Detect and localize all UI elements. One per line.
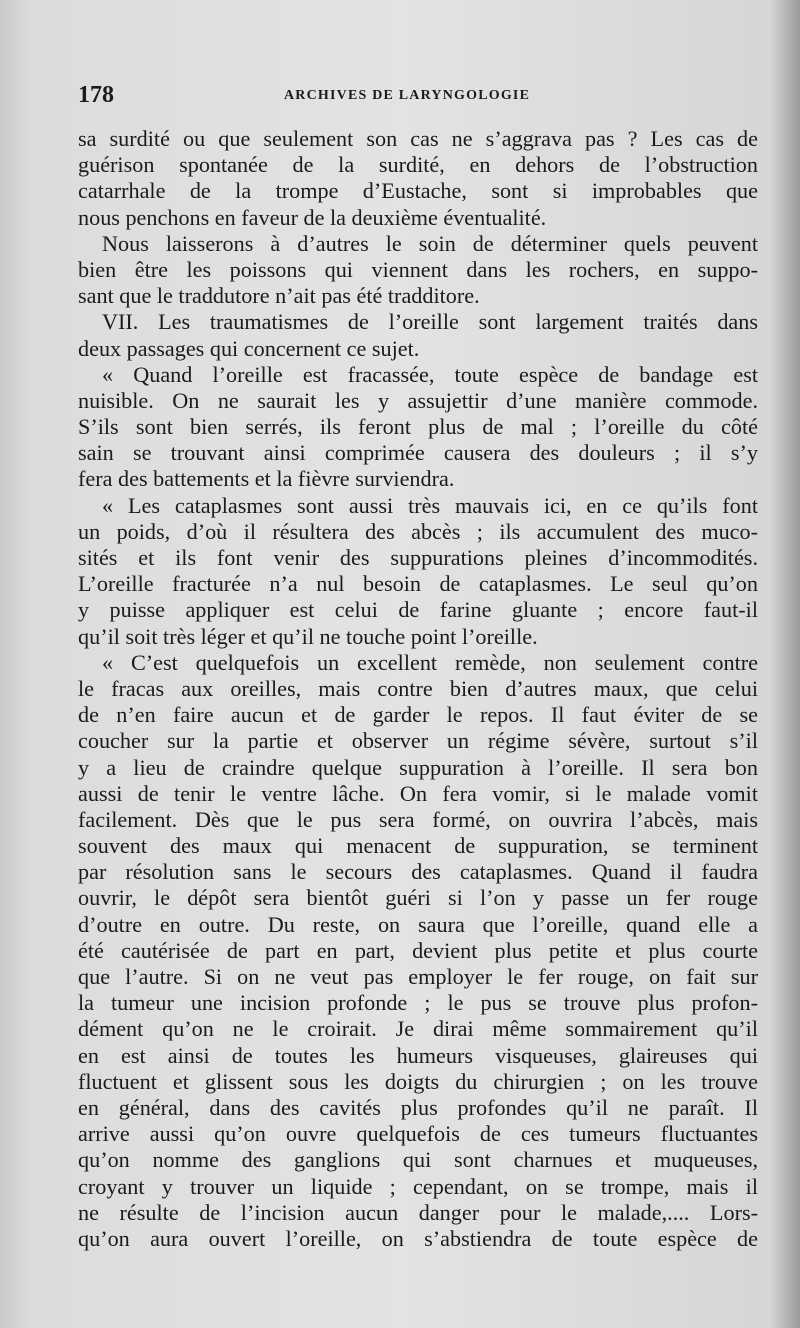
- text-line: un poids, d’où il résultera des abcès ; ils accumulent des muco-: [78, 518, 758, 544]
- text-line: « C’est quelquefois un excellent remède, non seulement contre: [102, 649, 758, 675]
- text-line: catarrhale de la trompe d’Eustache, sont si improbables que: [78, 178, 758, 204]
- body-text: [78, 126, 758, 1252]
- text-line: qu’il soit très léger et qu’il ne touche point l’oreille.: [78, 623, 538, 649]
- text-line: aussi de tenir le ventre lâche. On fera vomir, si le malade vomit: [78, 780, 758, 806]
- text-line: sain se trouvant ainsi comprimée causera des douleurs ; il s’y: [78, 440, 758, 466]
- text-line: coucher sur la partie et observer un régime sévère, surtout s’il: [78, 728, 758, 754]
- text-line: sités et ils font venir des suppurations pleines d’incommodités.: [78, 545, 758, 570]
- text-line: sa surdité ou que seulement son cas ne s’aggrava pas ? Les cas de: [78, 126, 758, 151]
- text-line: dément qu’on ne le croirait. Je dirai même sommairement qu’il: [78, 1016, 758, 1042]
- text-line: ouvrir, le dépôt sera bientôt guéri si l’on y passe un fer rouge: [78, 885, 758, 911]
- text-line: croyant y trouver un liquide ; cependant, on se trompe, mais il: [78, 1173, 758, 1199]
- text-line: en général, dans des cavités plus profondes qu’il ne paraît. Il: [78, 1094, 758, 1120]
- text-line: le fracas aux oreilles, mais contre bien d’autres maux, que celui: [78, 675, 758, 701]
- text-line: qu’on aura ouvert l’oreille, on s’abstiendra de toute espèce de: [78, 1225, 758, 1251]
- text-line: deux passages qui concernent ce sujet.: [78, 335, 420, 361]
- text-line: en est ainsi de toutes les humeurs visqueuses, glaireuses qui: [78, 1042, 758, 1068]
- text-line: par résolution sans le secours des cataplasmes. Quand il faudra: [78, 859, 758, 885]
- text-line: bien être les poissons qui viennent dans les rochers, en suppo-: [78, 256, 758, 282]
- text-line: souvent des maux qui menacent de suppuration, se terminent: [78, 833, 758, 859]
- text-line: « Quand l’oreille est fracassée, toute espèce de bandage est: [102, 361, 758, 387]
- text-line: nuisible. On ne saurait les y assujettir d’une manière commode.: [78, 387, 758, 413]
- page-header: [78, 82, 760, 116]
- text-line: Nous laisserons à d’autres le soin de déterminer quels peuvent: [102, 230, 758, 256]
- text-line: L’oreille fracturée n’a nul besoin de cataplasmes. Le seul qu’on: [78, 571, 758, 597]
- text-line: sant que le traddutore n’ait pas été tradditore.: [78, 283, 480, 309]
- text-line: d’outre en outre. Du reste, on saura que l’oreille, quand elle a: [78, 911, 758, 937]
- text-line: arrive aussi qu’on ouvre quelquefois de ces tumeurs fluctuantes: [78, 1121, 758, 1147]
- text-line: ne résulte de l’incision aucun danger pour le malade,.... Lors-: [78, 1199, 758, 1225]
- text-line: facilement. Dès que le pus sera formé, on ouvrira l’abcès, mais: [78, 806, 758, 832]
- text-line: S’ils sont bien serrés, ils feront plus de mal ; l’oreille du côté: [78, 414, 758, 440]
- text-line: de n’en faire aucun et de garder le repos. Il faut éviter de se: [78, 702, 758, 728]
- text-line: qu’on nomme des ganglions qui sont charnues et muqueuses,: [78, 1147, 758, 1173]
- text-line: la tumeur une incision profonde ; le pus se trouve plus profon-: [78, 990, 758, 1016]
- text-line: « Les cataplasmes sont aussi très mauvais ici, en ce qu’ils font: [102, 492, 758, 518]
- text-line: fluctuent et glissent sous les doigts du chirurgien ; on les trouve: [78, 1068, 758, 1094]
- text-line: que l’autre. Si on ne veut pas employer le fer rouge, on fait sur: [78, 964, 758, 989]
- running-title: ARCHIVES DE LARYNGOLOGIE: [284, 88, 531, 103]
- text-line: fera des battements et la fièvre surviendra.: [78, 466, 455, 492]
- text-line: nous penchons en faveur de la deuxième éventualité.: [78, 204, 547, 230]
- text-line: y puisse appliquer est celui de farine gluante ; encore faut-il: [78, 597, 758, 623]
- text-line: été cautérisée de part en part, devient plus petite et plus courte: [78, 937, 758, 963]
- page-number: 178: [78, 82, 114, 108]
- text-line: guérison spontanée de la surdité, en dehors de l’obstruction: [78, 152, 758, 178]
- text-line: y a lieu de craindre quelque suppuration à l’oreille. Il sera bon: [78, 754, 758, 780]
- text-line: VII. Les traumatismes de l’oreille sont largement traités dans: [102, 309, 758, 335]
